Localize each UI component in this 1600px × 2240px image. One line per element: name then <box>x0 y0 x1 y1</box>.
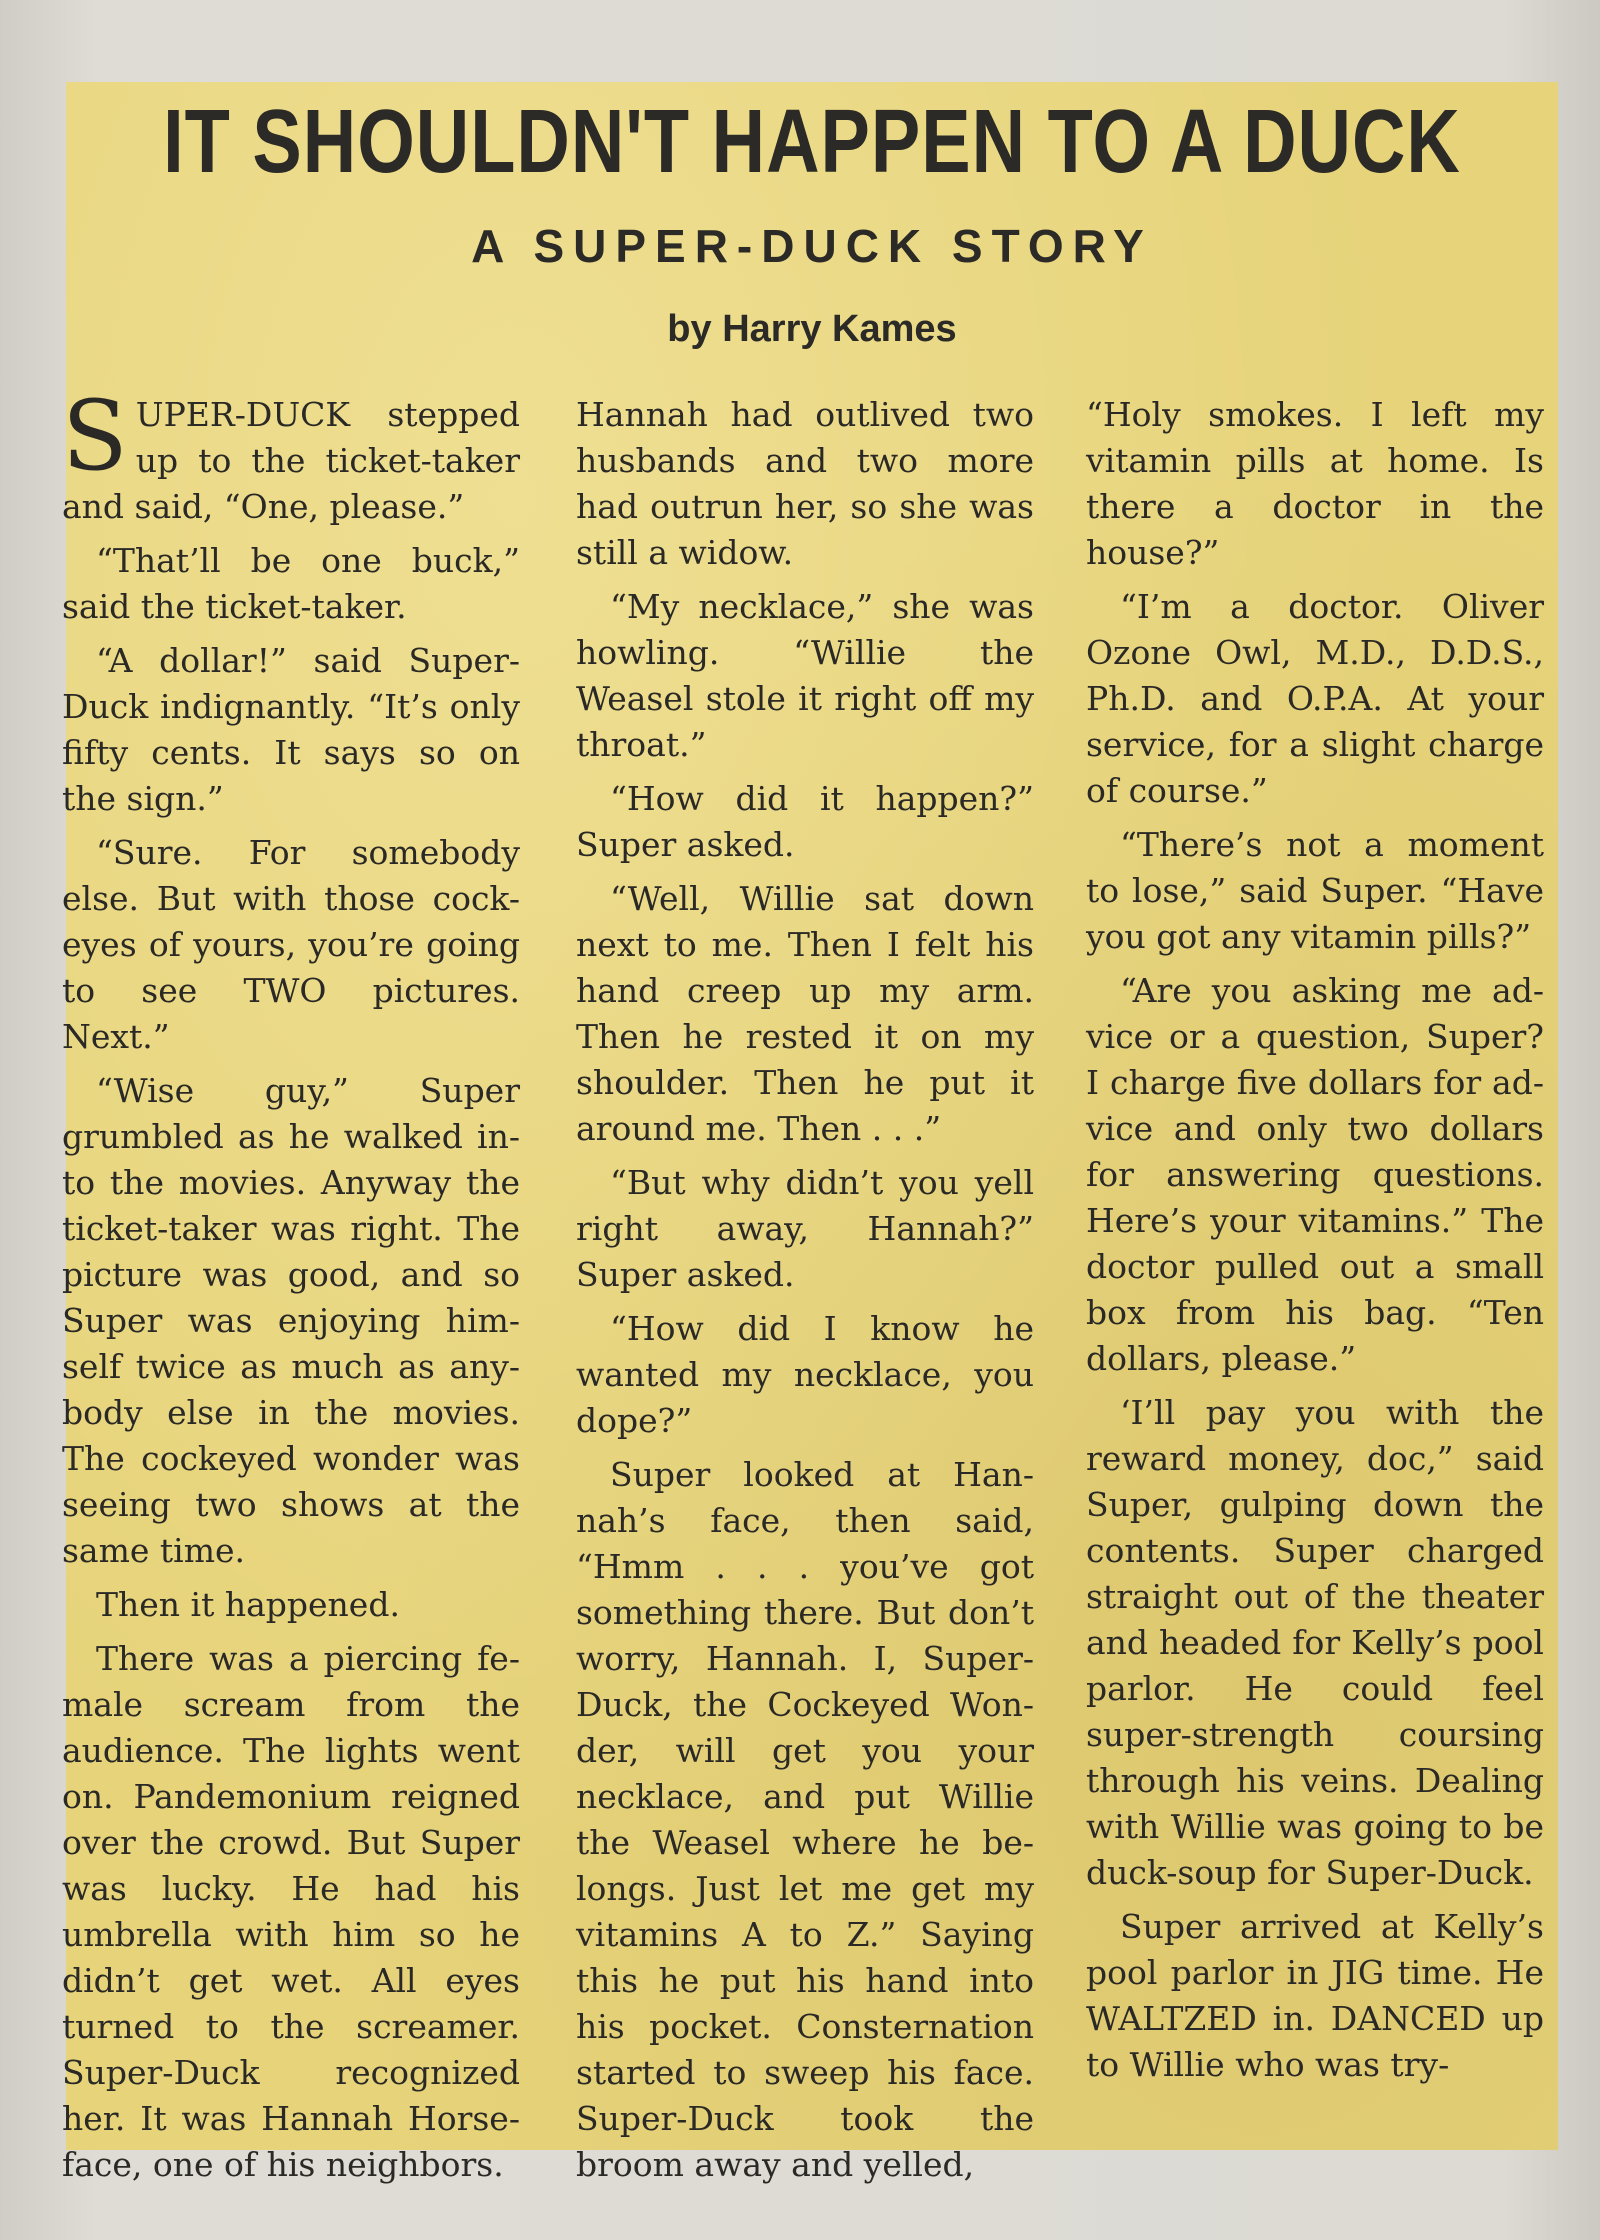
paragraph: There was a piercing fe-male scream from the audience. The lights went on. Pandemonium reigned over the crowd. But Super was lucky. He had his umbrella with him so he didn’t get wet. All eyes turned to the screamer. Super-Duck recognized her. It was Hannah Horse-face, one of his neighbors. <box>62 1639 520 2184</box>
paragraph: “There’s not a moment to lose,” said Super. “Have you got any vitamin pills?” <box>1086 825 1544 956</box>
paragraph: “My necklace,” she was howling. “Willie the Weasel stole it right off my throat.” <box>576 587 1034 764</box>
paragraph: “A dollar!” said Super-Duck indignantly. “It’s only fifty cents. It says so on the sign.” <box>62 641 520 818</box>
text-column-2 <box>576 392 1034 2196</box>
paragraph: Hannah had outlived two husbands and two more had outrun her, so she was still a widow. <box>576 395 1034 572</box>
story-title: IT SHOULDN'T HAPPEN TO A DUCK <box>163 90 1461 192</box>
paragraph: “I’m a doctor. Oliver Ozone Owl, M.D., D.D.S., Ph.D. and O.P.A. At your service, for a slight charge of course.” <box>1086 587 1544 810</box>
paragraph: “But why didn’t you yell right away, Hannah?” Super asked. <box>576 1163 1034 1294</box>
paragraph: ‘I’ll pay you with the reward money, doc,” said Super, gulping down the contents. Super charged straight out of the theater and headed for Kelly’s pool parlor. He could feel super-strength coursing through his veins. Dealing with Willie was going to be duck-soup for Super-Duck. <box>1086 1393 1544 1892</box>
paragraph: “Are you asking me ad-vice or a question, Super? I charge five dollars for ad-vice and only two dollars for answering questions. Here’s your vitamins.” The doctor pulled out a small box from his bag. “Ten dollars, please.” <box>1086 971 1544 1378</box>
paragraph: “How did it happen?” Super asked. <box>576 779 1034 864</box>
paragraph: “How did I know he wanted my necklace, you dope?” <box>576 1309 1034 1440</box>
paragraph: “That’ll be one buck,” said the ticket-taker. <box>62 541 520 626</box>
paragraph: Super arrived at Kelly’s pool parlor in JIG time. He WALTZED in. DANCED up to Willie who was try- <box>1086 1907 1544 2084</box>
paragraph-opening-text: UPER-DUCK stepped up to the ticket-taker and said, “One, please.” <box>62 395 520 526</box>
text-column-1 <box>62 380 520 2196</box>
paragraph: Then it happened. <box>96 1585 400 1624</box>
paragraph: “Sure. For somebody else. But with those cock-eyes of yours, you’re going to see TWO pictures. Next.” <box>62 833 520 1056</box>
paragraph: Super looked at Han-nah’s face, then said, “Hmm . . . you’ve got something there. But don’t worry, Hannah. I, Super-Duck, the Cockeyed Won-der, will get you your necklace, and put Willie the Weasel where he be-longs. Just let me get my vitamins A to Z.” Saying this he put his hand into his pocket. Consternation started to sweep his face. Super-Duck took the broom away and yelled, <box>576 1455 1034 2184</box>
paragraph-opening <box>62 380 520 530</box>
story-byline: by Harry Kames <box>667 308 957 350</box>
story-subtitle: A SUPER-DUCK STORY <box>471 220 1153 272</box>
paragraph: “Well, Willie sat down next to me. Then I felt his hand creep up my arm. Then he rested it on my shoulder. Then he put it around me. Then . . .” <box>576 879 1034 1148</box>
drop-cap: S <box>62 380 128 492</box>
text-column-3 <box>1086 392 1544 2096</box>
paragraph: “Wise guy,” Super grumbled as he walked in-to the movies. Anyway the ticket-taker was right. The picture was good, and so Super was enjoying him-self twice as much as any-body else in the movies. The cockeyed wonder was seeing two shows at the same time. <box>62 1071 520 1570</box>
paragraph: “Holy smokes. I left my vitamin pills at home. Is there a doctor in the house?” <box>1086 395 1544 572</box>
